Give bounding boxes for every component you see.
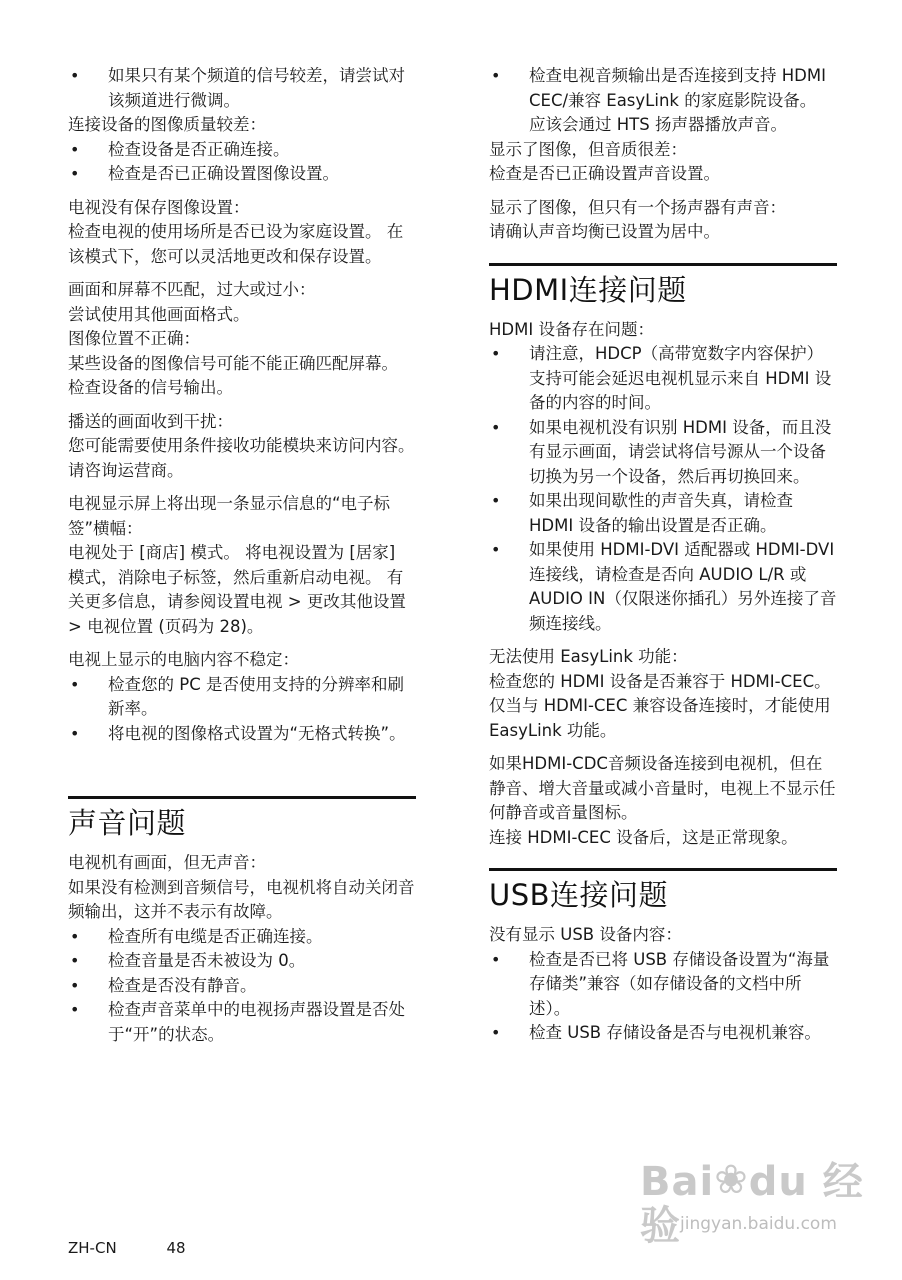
block-heading: 画面和屏幕不匹配，过大或过小：: [68, 280, 316, 299]
block-heading: 电视机有画面，但无声音：: [68, 853, 266, 872]
single-speaker-block: [489, 196, 837, 245]
baidu-watermark: [640, 1157, 902, 1249]
block-text: 检查电视的使用场所是否已设为家庭设置。 在该模式下，您可以灵活地更改和保存设置。: [68, 222, 404, 266]
bullet-item: • 检查 USB 存储设备是否与电视机兼容。: [489, 1021, 837, 1046]
block-heading: HDMI 设备存在问题：: [489, 319, 654, 339]
watermark-brand-cn: 经验: [640, 1159, 864, 1249]
bullet-item: • 如果只有某个频道的信号较差，请尝试对该频道进行微调。: [68, 64, 416, 113]
page-number: 48: [166, 1239, 186, 1257]
watermark-brand-a: Bai: [640, 1159, 715, 1205]
block-heading: 显示了图像，但只有一个扬声器有声音：: [489, 197, 786, 217]
block-text: 如果没有检测到音频信号，电视机将自动关闭音频输出，这并不表示有故障。: [68, 877, 415, 921]
sound-quality-block: [489, 138, 837, 187]
bullet-item: • 检查设备是否正确连接。: [68, 138, 416, 163]
block-text: 如果HDMI-CDC音频设备连接到电视机，但在静音、增大音量或减小音量时，电视上不显示任何静音或音量图标。: [489, 754, 836, 822]
block-text: 请确认声音均衡已设置为居中。: [489, 222, 720, 241]
bullet-list: [489, 948, 837, 1046]
block-text: 尝试使用其他画面格式。: [68, 304, 250, 324]
block-heading: 播送的画面收到干扰：: [68, 411, 233, 431]
bullet-item: • 检查声音菜单中的电视扬声器设置是否处于“开”的状态。: [68, 998, 416, 1047]
bullet-item: • 如果电视机没有识别 HDMI 设备，而且没有显示画面，请尝试将信号源从一个设备切换为另一个设备，然后再切换回来。: [489, 416, 837, 490]
screen-mismatch-block: [68, 278, 416, 401]
block-heading: 没有显示 USB 设备内容：: [489, 925, 682, 944]
bullet-list: [68, 925, 416, 1048]
pc-display-block: [68, 648, 416, 746]
block-text: 电视处于 [商店] 模式。 将电视设置为 [居家] 模式，消除电子标签，然后重新启动电视。 有关更多信息，请参阅设置电视 > 更改其他设置 > 电视位置 (页码为 28)。: [68, 543, 406, 636]
usb-section-header: [489, 868, 837, 913]
hdmi-cdc-block: [489, 752, 837, 850]
e-sticker-block: [68, 492, 416, 639]
hdmi-section-header: [489, 263, 837, 308]
intro-bullet-list: [489, 64, 837, 138]
footer-language: ZH-CN: [68, 1239, 117, 1257]
easylink-block: [489, 645, 837, 743]
bullet-item: • 检查电视音频输出是否连接到支持 HDMI CEC/兼容 EasyLink 的家庭影院设备。 应该会通过 HTS 扬声器播放声音。: [489, 64, 837, 138]
block-heading: 电视显示屏上将出现一条显示信息的“电子标签”横幅：: [68, 494, 391, 538]
usb-section-body: [489, 923, 837, 1046]
section-title: USB连接问题: [489, 878, 669, 912]
intro-bullet-list: [68, 64, 416, 113]
block-text: 检查是否已正确设置声音设置。: [489, 164, 720, 183]
left-column: [68, 64, 416, 1056]
bullet-item: • 检查音量是否未被设为 0。: [68, 949, 416, 974]
block-heading: 图像位置不正确：: [68, 329, 200, 348]
bullet-item: • 检查是否已正确设置图像设置。: [68, 162, 416, 187]
bullet-item: • 如果出现间歇性的声音失真，请检查 HDMI 设备的输出设置是否正确。: [489, 489, 837, 538]
block-heading: 显示了图像，但音质很差：: [489, 139, 687, 159]
block-heading: 连接设备的图像质量较差：: [68, 115, 266, 134]
bullet-item: • 请注意，HDCP（高带宽数字内容保护）支持可能会延迟电视机显示来自 HDMI 设备的内容的时间。: [489, 342, 837, 416]
bullet-item: • 检查您的 PC 是否使用支持的分辨率和刷新率。: [68, 673, 416, 722]
bullet-list: [68, 138, 416, 187]
block-text: 检查您的 HDMI 设备是否兼容于 HDMI-CEC。 仅当与 HDMI-CEC 兼容设备连接时，才能使用 EasyLink 功能。: [489, 671, 831, 740]
page-footer: [68, 1239, 186, 1257]
bullet-list: [489, 342, 837, 636]
bullet-item: • 将电视的图像格式设置为“无格式转换”。: [68, 722, 416, 747]
block-text: 某些设备的图像信号可能不能正确匹配屏幕。 检查设备的信号输出。: [68, 353, 398, 397]
picture-quality-block: [68, 113, 416, 187]
block-text: 您可能需要使用条件接收功能模块来访问内容。 请咨询运营商。: [68, 436, 415, 480]
block-text: 连接 HDMI-CEC 设备后，这是正常现象。: [489, 827, 798, 847]
right-column: [489, 64, 837, 1055]
bullet-item: • 检查所有电缆是否正确连接。: [68, 925, 416, 950]
section-title: 声音问题: [68, 806, 187, 840]
interference-block: [68, 410, 416, 484]
sound-section-header: [68, 796, 416, 841]
section-title: HDMI连接问题: [489, 272, 687, 307]
bullet-item: • 检查是否没有静音。: [68, 974, 416, 999]
block-heading: 无法使用 EasyLink 功能：: [489, 647, 688, 666]
block-heading: 电视没有保存图像设置：: [68, 197, 250, 217]
picture-settings-block: [68, 196, 416, 270]
sound-section-body: [68, 851, 416, 1047]
hdmi-device-block: [489, 318, 837, 637]
bullet-list: [68, 673, 416, 747]
watermark-url: jingyan.baidu.com: [680, 1214, 837, 1234]
watermark-brand-b: du: [748, 1159, 808, 1205]
bullet-item: • 检查是否已将 USB 存储设备设置为“海量存储类”兼容（如存储设备的文档中所述）。: [489, 948, 837, 1022]
block-heading: 电视上显示的电脑内容不稳定：: [68, 650, 299, 669]
bullet-item: • 如果使用 HDMI-DVI 适配器或 HDMI-DVI 连接线，请检查是否向 AUDIO L/R 或 AUDIO IN（仅限迷你插孔）另外连接了音频连接线。: [489, 538, 837, 636]
paw-icon: ❀: [714, 1157, 749, 1203]
